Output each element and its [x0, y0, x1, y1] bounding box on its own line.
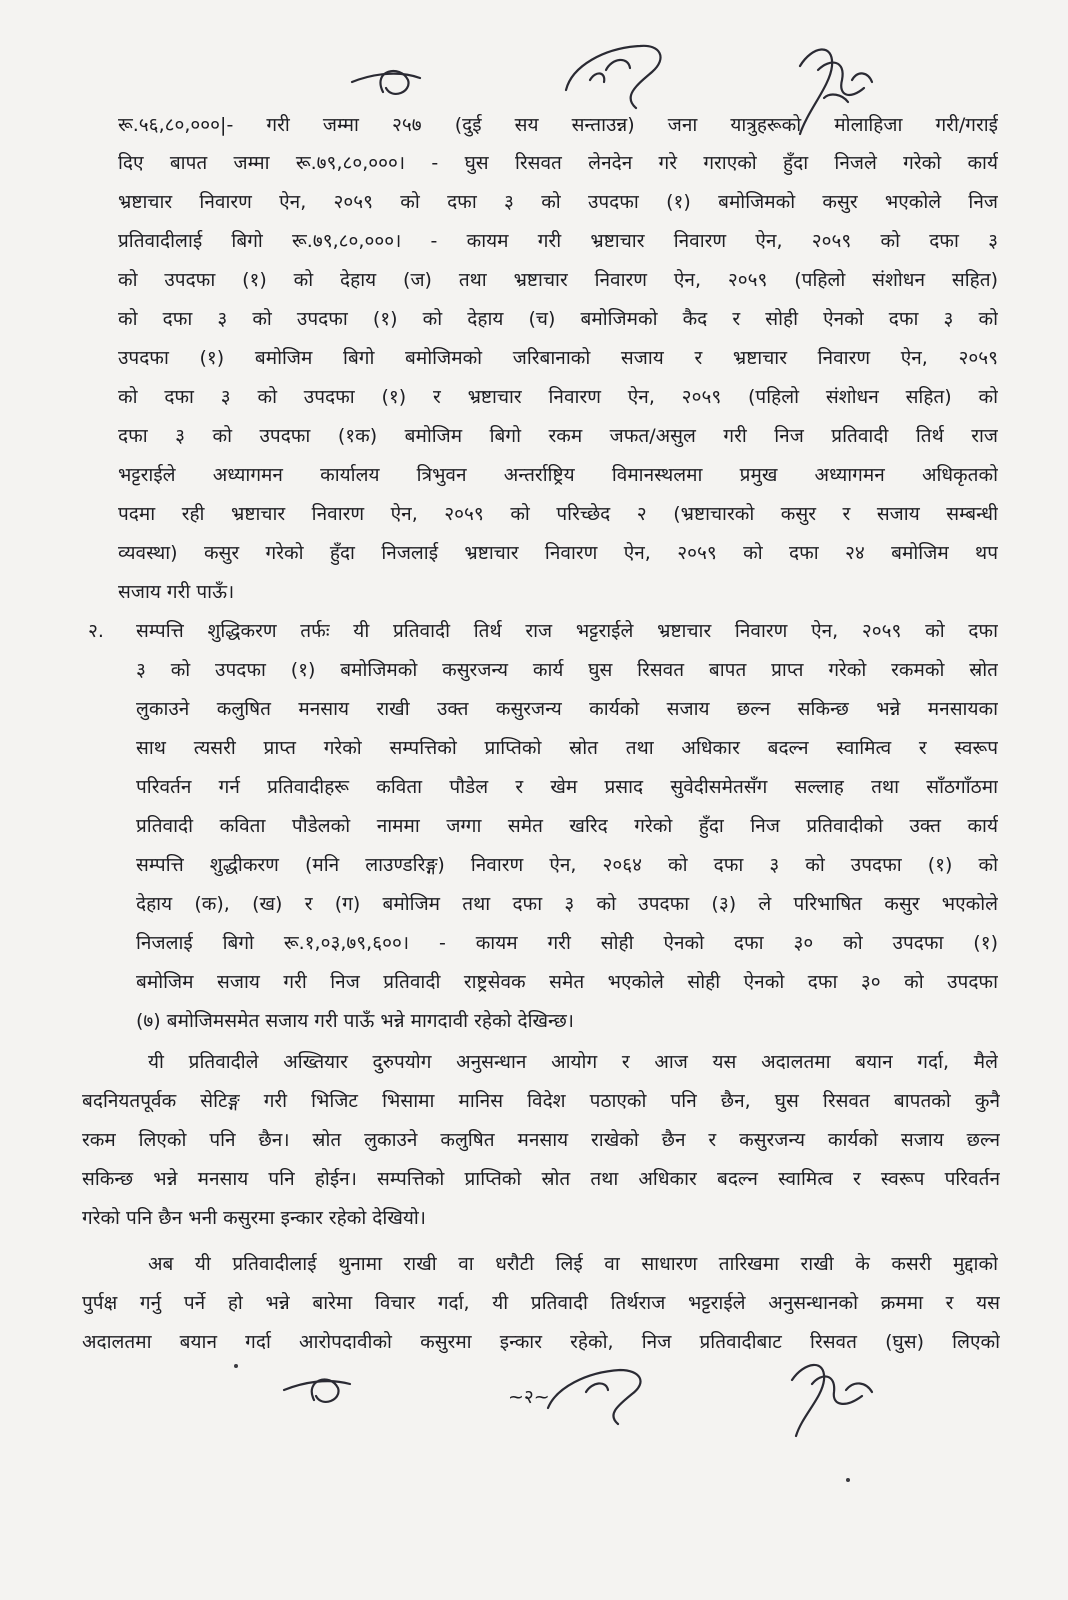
- text-line: रू.५६,८०,०००|- गरी जम्मा २५७ (दुई सय सन्ताउन्न) जना यात्रुहरूको मोलाहिजा गरी/गराई: [118, 114, 998, 136]
- text-line: अब यी प्रतिवादीलाई थुनामा राखी वा धरौटी लिई वा साधारण तारिखमा राखी के कसरी मुद्दाको: [148, 1253, 998, 1275]
- text-line: प्रतिवादीलाई बिगो रू.७९,८०,०००। - कायम गरी भ्रष्टाचार निवारण ऐन, २०५९ को दफा ३: [118, 230, 998, 252]
- text-line: रकम लिएको पनि छैन। स्रोत लुकाउने कलुषित मनसाय राखेको छैन र कसुरजन्य कार्यको सजाय छल्न: [82, 1129, 1000, 1151]
- text-line: निजलाई बिगो रू.१,०३,७९,६००। - कायम गरी सोही ऐनको दफा ३० को उपदफा (१): [136, 932, 998, 954]
- text-line: गरेको पनि छैन भनी कसुरमा इन्कार रहेको देखियो।: [82, 1207, 426, 1229]
- text-line: को दफा ३ को उपदफा (१) को देहाय (च) बमोजिमको कैद र सोही ऐनको दफा ३ को: [118, 308, 998, 330]
- signature-bottom-middle: [548, 1370, 641, 1424]
- text-line: भट्टराईले अध्यागमन कार्यालय त्रिभुवन अन्तर्राष्ट्रिय विमानस्थलमा प्रमुख अध्यागमन अधिकृतको: [118, 464, 998, 486]
- text-line: सकिन्छ भन्ने मनसाय पनि होईन। सम्पत्तिको प्राप्तिको स्रोत तथा अधिकार बदल्न स्वामित्व र स्वरूप परिवर्तन: [82, 1168, 1000, 1190]
- ink-dot: [846, 1478, 850, 1482]
- text-line: लुकाउने कलुषित मनसाय राखी उक्त कसुरजन्य कार्यको सजाय छल्न सकिन्छ भन्ने मनसायका: [136, 698, 998, 720]
- text-line: साथ त्यसरी प्राप्त गरेको सम्पत्तिको प्राप्तिको स्रोत तथा अधिकार बदल्न स्वामित्व र स्वरूप: [136, 737, 998, 759]
- text-line: यी प्रतिवादीले अख्तियार दुरुपयोग अनुसन्धान आयोग र आज यस अदालतमा बयान गर्दा, मैले: [148, 1051, 998, 1073]
- text-line: दफा ३ को उपदफा (१क) बमोजिम बिगो रकम जफत/असुल गरी निज प्रतिवादी तिर्थ राज: [118, 425, 998, 447]
- text-line: बदनियतपूर्वक सेटिङ्ग गरी भिजिट भिसामा मानिस विदेश पठाएको पनि छैन, घुस रिसवत बापतको कुनै: [82, 1090, 1000, 1112]
- text-line: बमोजिम सजाय गरी निज प्रतिवादी राष्ट्रसेवक समेत भएकोले सोही ऐनको दफा ३० को उपदफा: [136, 971, 998, 993]
- text-line: सम्पत्ति शुद्धिकरण तर्फः यी प्रतिवादी तिर्थ राज भट्टराईले भ्रष्टाचार निवारण ऐन, २०५९ को दफा: [136, 620, 998, 642]
- text-line: ३ को उपदफा (१) बमोजिमको कसुरजन्य कार्य घुस रिसवत बापत प्राप्त गरेको रकमको स्रोत: [136, 659, 998, 681]
- text-line: (७) बमोजिमसमेत सजाय गरी पाऊँ भन्ने मागदावी रहेको देखिन्छ।: [136, 1010, 575, 1032]
- ink-dot: [234, 1364, 238, 1368]
- text-line: पदमा रही भ्रष्टाचार निवारण ऐन, २०५९ को परिच्छेद २ (भ्रष्टाचारको कसुर र सजाय सम्बन्धी: [118, 503, 998, 525]
- signature-bottom-right: [792, 1365, 872, 1436]
- text-line: परिवर्तन गर्न प्रतिवादीहरू कविता पौडेल र खेम प्रसाद सुवेदीसमेतसँग सल्लाह तथा साँठगाँठमा: [136, 776, 998, 798]
- signature-top-left: [352, 71, 420, 94]
- text-line: प्रतिवादी कविता पौडेलको नाममा जग्गा समेत खरिद गरेको हुँदा निज प्रतिवादीको उक्त कार्य: [136, 815, 998, 837]
- text-line: अदालतमा बयान गर्दा आरोपदावीको कसुरमा इन्कार रहेको, निज प्रतिवादीबाट रिसवत (घुस) लिएको: [82, 1331, 1000, 1353]
- page-number: ~२~: [508, 1386, 550, 1408]
- signature-bottom-left: [284, 1379, 350, 1401]
- list-number: २.: [88, 620, 104, 642]
- text-line: पुर्पक्ष गर्नु पर्ने हो भन्ने बारेमा विचार गर्दा, यी प्रतिवादी तिर्थराज भट्टराईले अनुसन्धानको क्रममा र यस: [82, 1292, 1000, 1314]
- signature-top-middle: [566, 46, 661, 108]
- text-line: दिए बापत जम्मा रू.७९,८०,०००। - घुस रिसवत लेनदेन गरे गराएको हुँदा निजले गरेको कार्य: [118, 152, 998, 174]
- text-line: देहाय (क), (ख) र (ग) बमोजिम तथा दफा ३ को उपदफा (३) ले परिभाषित कसुर भएकोले: [136, 893, 998, 915]
- text-line: को उपदफा (१) को देहाय (ज) तथा भ्रष्टाचार निवारण ऐन, २०५९ (पहिलो संशोधन सहित): [118, 269, 998, 291]
- text-line: को दफा ३ को उपदफा (१) र भ्रष्टाचार निवारण ऐन, २०५९ (पहिलो संशोधन सहित) को: [118, 386, 998, 408]
- text-line: सम्पत्ति शुद्धीकरण (मनि लाउण्डरिङ्ग) निवारण ऐन, २०६४ को दफा ३ को उपदफा (१) को: [136, 854, 998, 876]
- text-line: भ्रष्टाचार निवारण ऐन, २०५९ को दफा ३ को उपदफा (१) बमोजिमको कसुर भएकोले निज: [118, 191, 998, 213]
- text-line: व्यवस्था) कसुर गरेको हुँदा निजलाई भ्रष्टाचार निवारण ऐन, २०५९ को दफा २४ बमोजिम थप: [118, 542, 998, 564]
- text-line: उपदफा (१) बमोजिम बिगो बमोजिमको जरिबानाको सजाय र भ्रष्टाचार निवारण ऐन, २०५९: [118, 347, 998, 369]
- text-line: सजाय गरी पाऊँ।: [118, 581, 235, 603]
